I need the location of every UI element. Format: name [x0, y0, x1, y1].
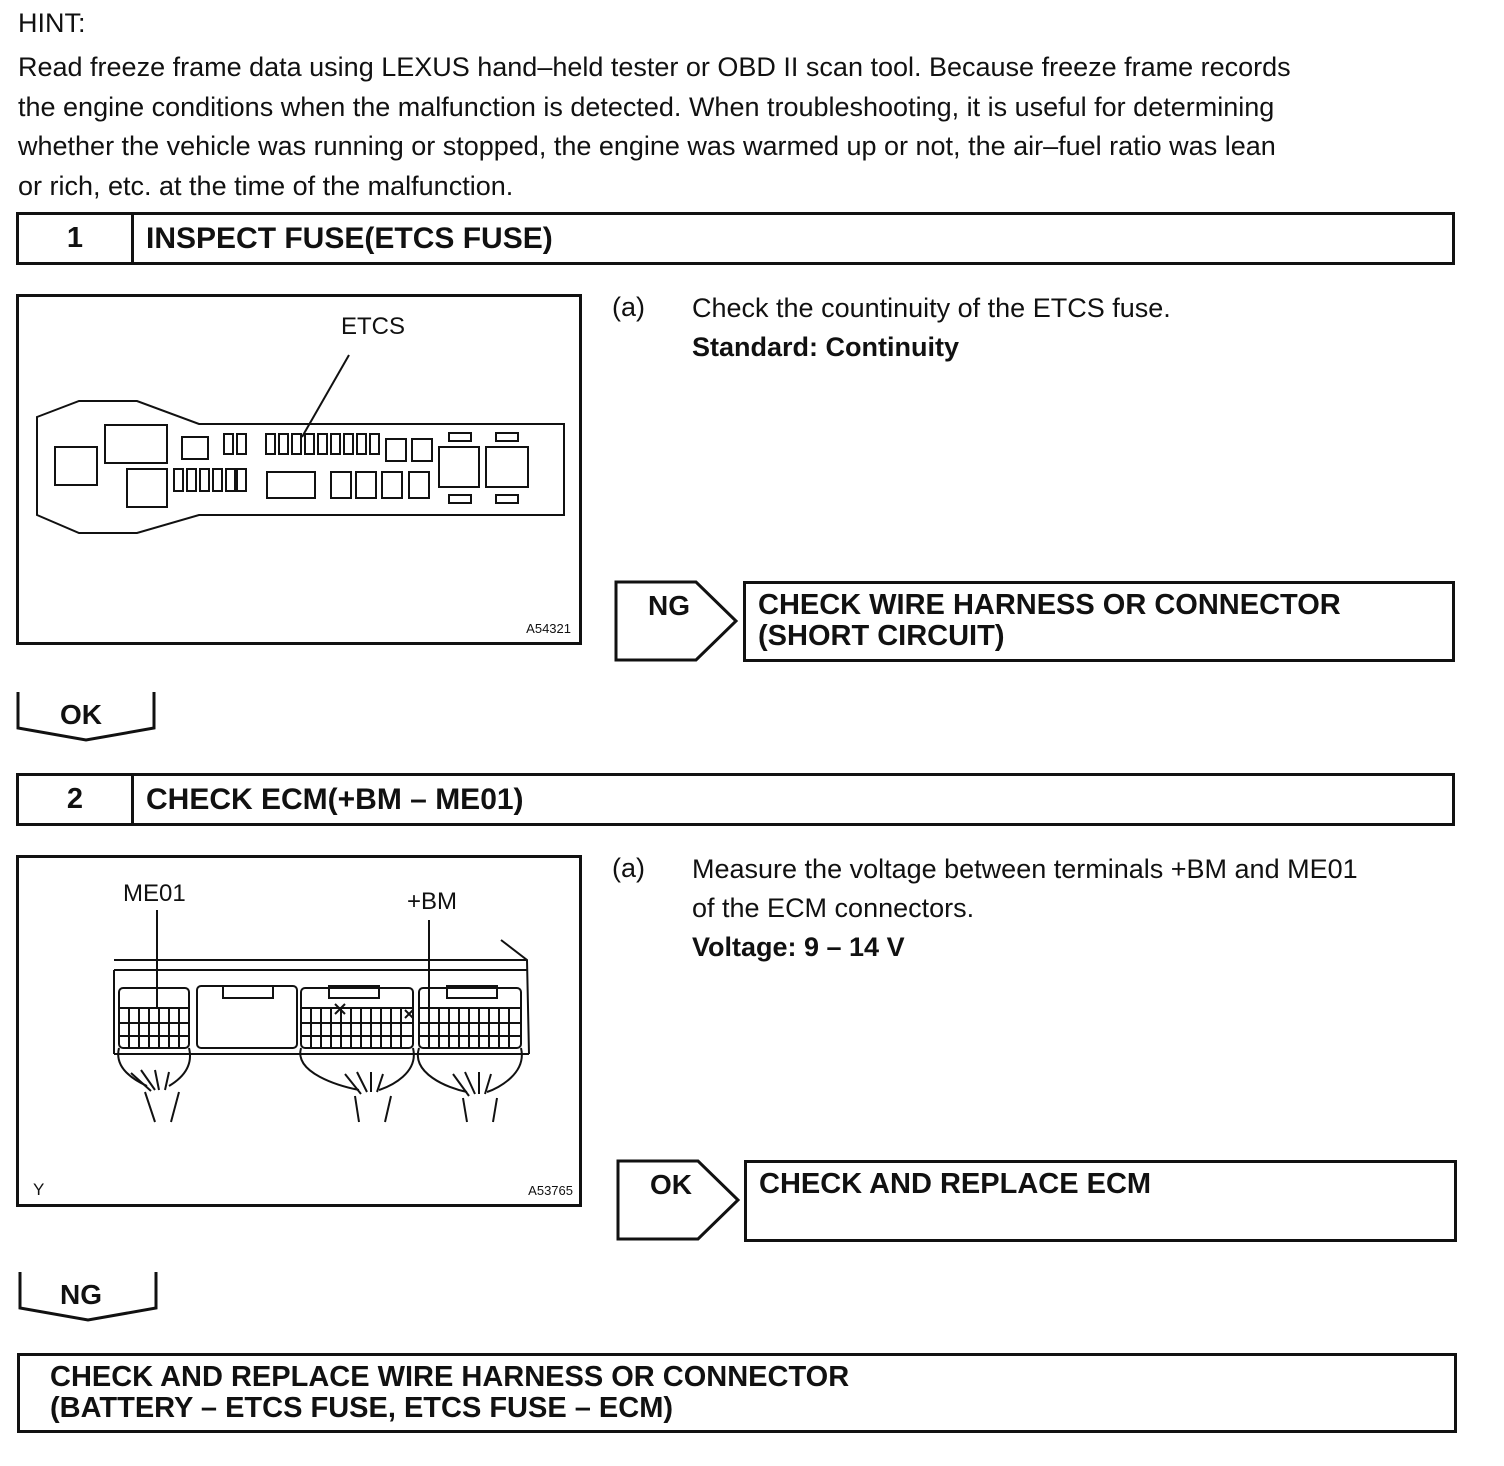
hint-line: Read freeze frame data using LEXUS hand–held tester or OBD II scan tool. Because freeze frame records	[18, 52, 1291, 82]
result-line: (SHORT CIRCUIT)	[758, 620, 1005, 652]
ng-label: NG	[648, 590, 690, 621]
bm-label: +BM	[407, 888, 458, 915]
standard-text: Standard: Continuity	[692, 332, 959, 362]
item-marker: (a)	[612, 853, 645, 883]
item-marker: (a)	[612, 292, 645, 322]
figure-code: A54321	[526, 621, 571, 636]
ok-label: OK	[60, 699, 102, 730]
hint-title: HINT:	[18, 8, 86, 38]
voltage-text: Voltage: 9 – 14 V	[692, 932, 905, 962]
ng-result-box	[743, 581, 1455, 662]
ecm-connector-diagram	[19, 858, 579, 1204]
result-line: CHECK AND REPLACE WIRE HARNESS OR CONNECTOR	[50, 1361, 850, 1393]
ng-label: NG	[60, 1279, 102, 1310]
figure-corner-mark: Y	[33, 1180, 45, 1199]
final-result-box	[17, 1353, 1457, 1433]
hint-body	[18, 48, 1458, 206]
step-title: INSPECT FUSE(ETCS FUSE)	[146, 221, 553, 255]
fuse-box-diagram	[19, 297, 579, 642]
step-2-instruction	[692, 850, 1462, 967]
hint-line: or rich, etc. at the time of the malfunction.	[18, 170, 514, 201]
step-2-header	[16, 773, 1455, 826]
ecm-connector-figure	[16, 855, 582, 1207]
step-title: CHECK ECM(+BM – ME01)	[146, 782, 524, 816]
step-1-header	[16, 212, 1455, 265]
instruction-text: Check the countinuity of the ETCS fuse.	[692, 293, 1171, 323]
ok-label: OK	[650, 1169, 692, 1200]
ok-result-box	[744, 1160, 1457, 1242]
step-number: 1	[19, 215, 134, 262]
instruction-text: of the ECM connectors.	[692, 893, 975, 923]
step-number: 2	[19, 776, 134, 823]
hint-line: whether the vehicle was running or stopped, the engine was warmed up or not, the air–fuel ratio was lean	[18, 131, 1276, 161]
hint-line: the engine conditions when the malfunction is detected. When troubleshooting, it is useful for determining	[18, 91, 1275, 122]
result-line: (BATTERY – ETCS FUSE, ETCS FUSE – ECM)	[50, 1392, 674, 1424]
instruction-text: Measure the voltage between terminals +BM and ME01	[692, 854, 1358, 884]
result-line: CHECK WIRE HARNESS OR CONNECTOR	[758, 589, 1341, 621]
figure-code: A53765	[528, 1183, 573, 1198]
me01-label: ME01	[123, 880, 186, 907]
result-line: CHECK AND REPLACE ECM	[759, 1168, 1152, 1200]
etcs-label: ETCS	[341, 313, 406, 340]
step-1-instruction	[692, 289, 1452, 367]
fuse-box-figure	[16, 294, 582, 645]
